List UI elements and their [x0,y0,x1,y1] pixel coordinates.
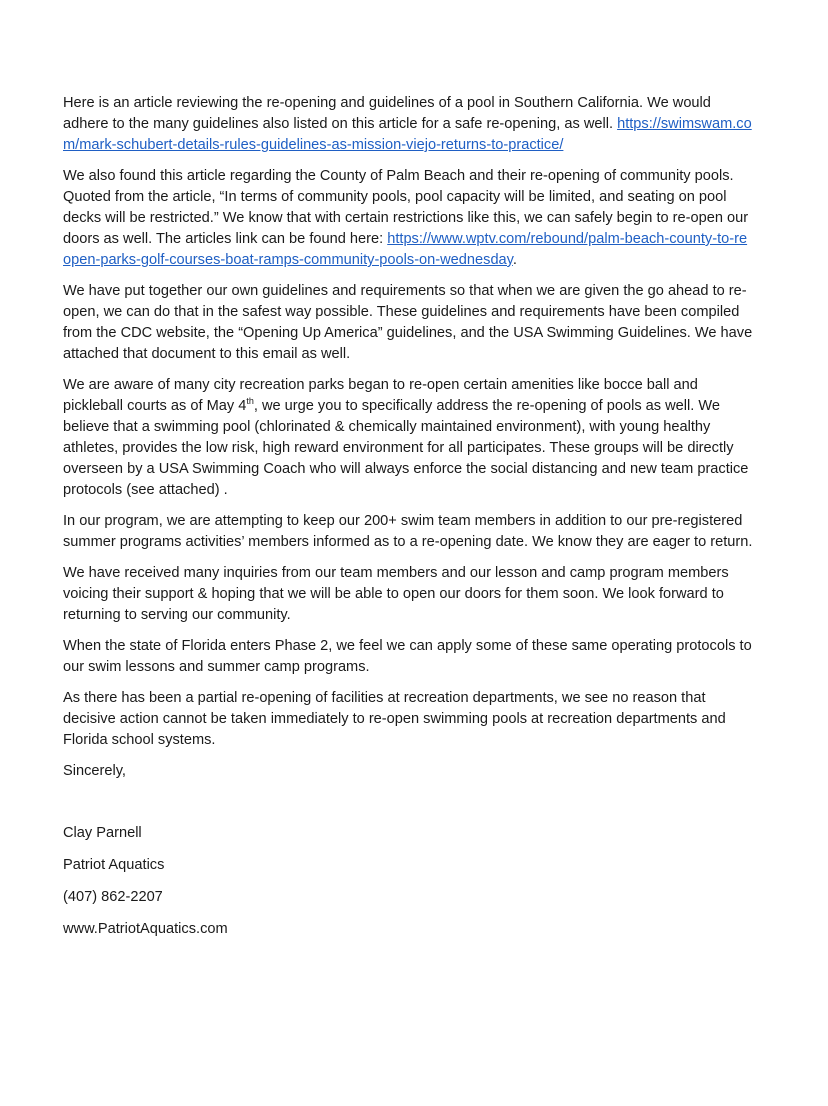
signature-space [63,792,755,823]
signature-name: Clay Parnell [63,825,142,841]
paragraph-phase-2: When the state of Florida enters Phase 2, we feel we can apply some of these same operating protocols to our swim lessons and summer camp programs. [63,638,752,675]
letter-body [63,93,755,951]
paragraph-partial-reopening: As there has been a partial re-opening of facilities at recreation departments, we see no reason that decisive action cannot be taken immediately to re-open swimming pools at recreation departments and Florida school systems. [63,690,726,748]
paragraph-text: Here is an article reviewing the re-opening and guidelines of a pool in Southern California. We would adhere to the many guidelines also listed on this article for a safe re-opening, as well. [63,95,711,132]
paragraph-text: We also found this article regarding the County of Palm Beach and their re-opening of community pools. Quoted from the article, “In terms of community pools, pool capacity will be limited, and seating on pool decks will be restricted.” We know that with certain restrictions like this, we can safely begin to re-open our doors as well. The articles link can be found here: [63,168,749,247]
swimswam-article-link[interactable]: https://swimswam.com/mark-schubert-details-rules-guidelines-as-mission-viejo-returns-to-practice/ [63,116,752,153]
paragraph-guidelines: We have put together our own guidelines and requirements so that when we are given the go ahead to re-open, we can do that in the safest way possible. These guidelines and requirements have been compiled from the CDC website, the “Opening Up America” guidelines, and the USA Swimming Guidelines. We have attached that document to this email as well. [63,283,753,362]
paragraph-program: In our program, we are attempting to keep our 200+ swim team members in addition to our pre-registered summer programs activities’ members informed as to a re-opening date. We know they are eager to return. [63,513,753,550]
signature-website: www.PatriotAquatics.com [63,921,228,937]
paragraph-inquiries: We have received many inquiries from our team members and our lesson and camp program members voicing their support & hoping that we will be able to open our doors for them soon. We look forward to returning to serving our community. [63,565,729,623]
paragraph-suffix: . [512,252,517,268]
signature-block [63,823,755,940]
wptv-article-link[interactable]: https://www.wptv.com/rebound/palm-beach-county-to-reopen-parks-golf-courses-boat-ramps-community-pools-on-wednesday [63,231,748,268]
paragraph-palm-beach [63,166,755,271]
paragraph-pool-article [63,93,755,156]
ordinal-superscript: th [246,396,254,407]
closing: Sincerely, [63,763,126,779]
signature-organization: Patriot Aquatics [63,857,165,873]
signature-phone: (407) 862-2207 [63,889,163,905]
paragraph-text: , we urge you to specifically address the re-opening of pools as well. We believe that a swimming pool (chlorinated & chemically maintained environment), with young healthy athletes, provides the low risk, high reward environment for all participates. These groups will be directly overseen by a USA Swimming Coach who will always enforce the social distancing and new team practice protocols (see attached) . [63,398,749,498]
paragraph-recreation-parks [63,375,755,501]
paragraph-text: We are aware of many city recreation parks began to re-open certain amenities like bocce ball and pickleball courts as of May 4 [63,377,698,414]
